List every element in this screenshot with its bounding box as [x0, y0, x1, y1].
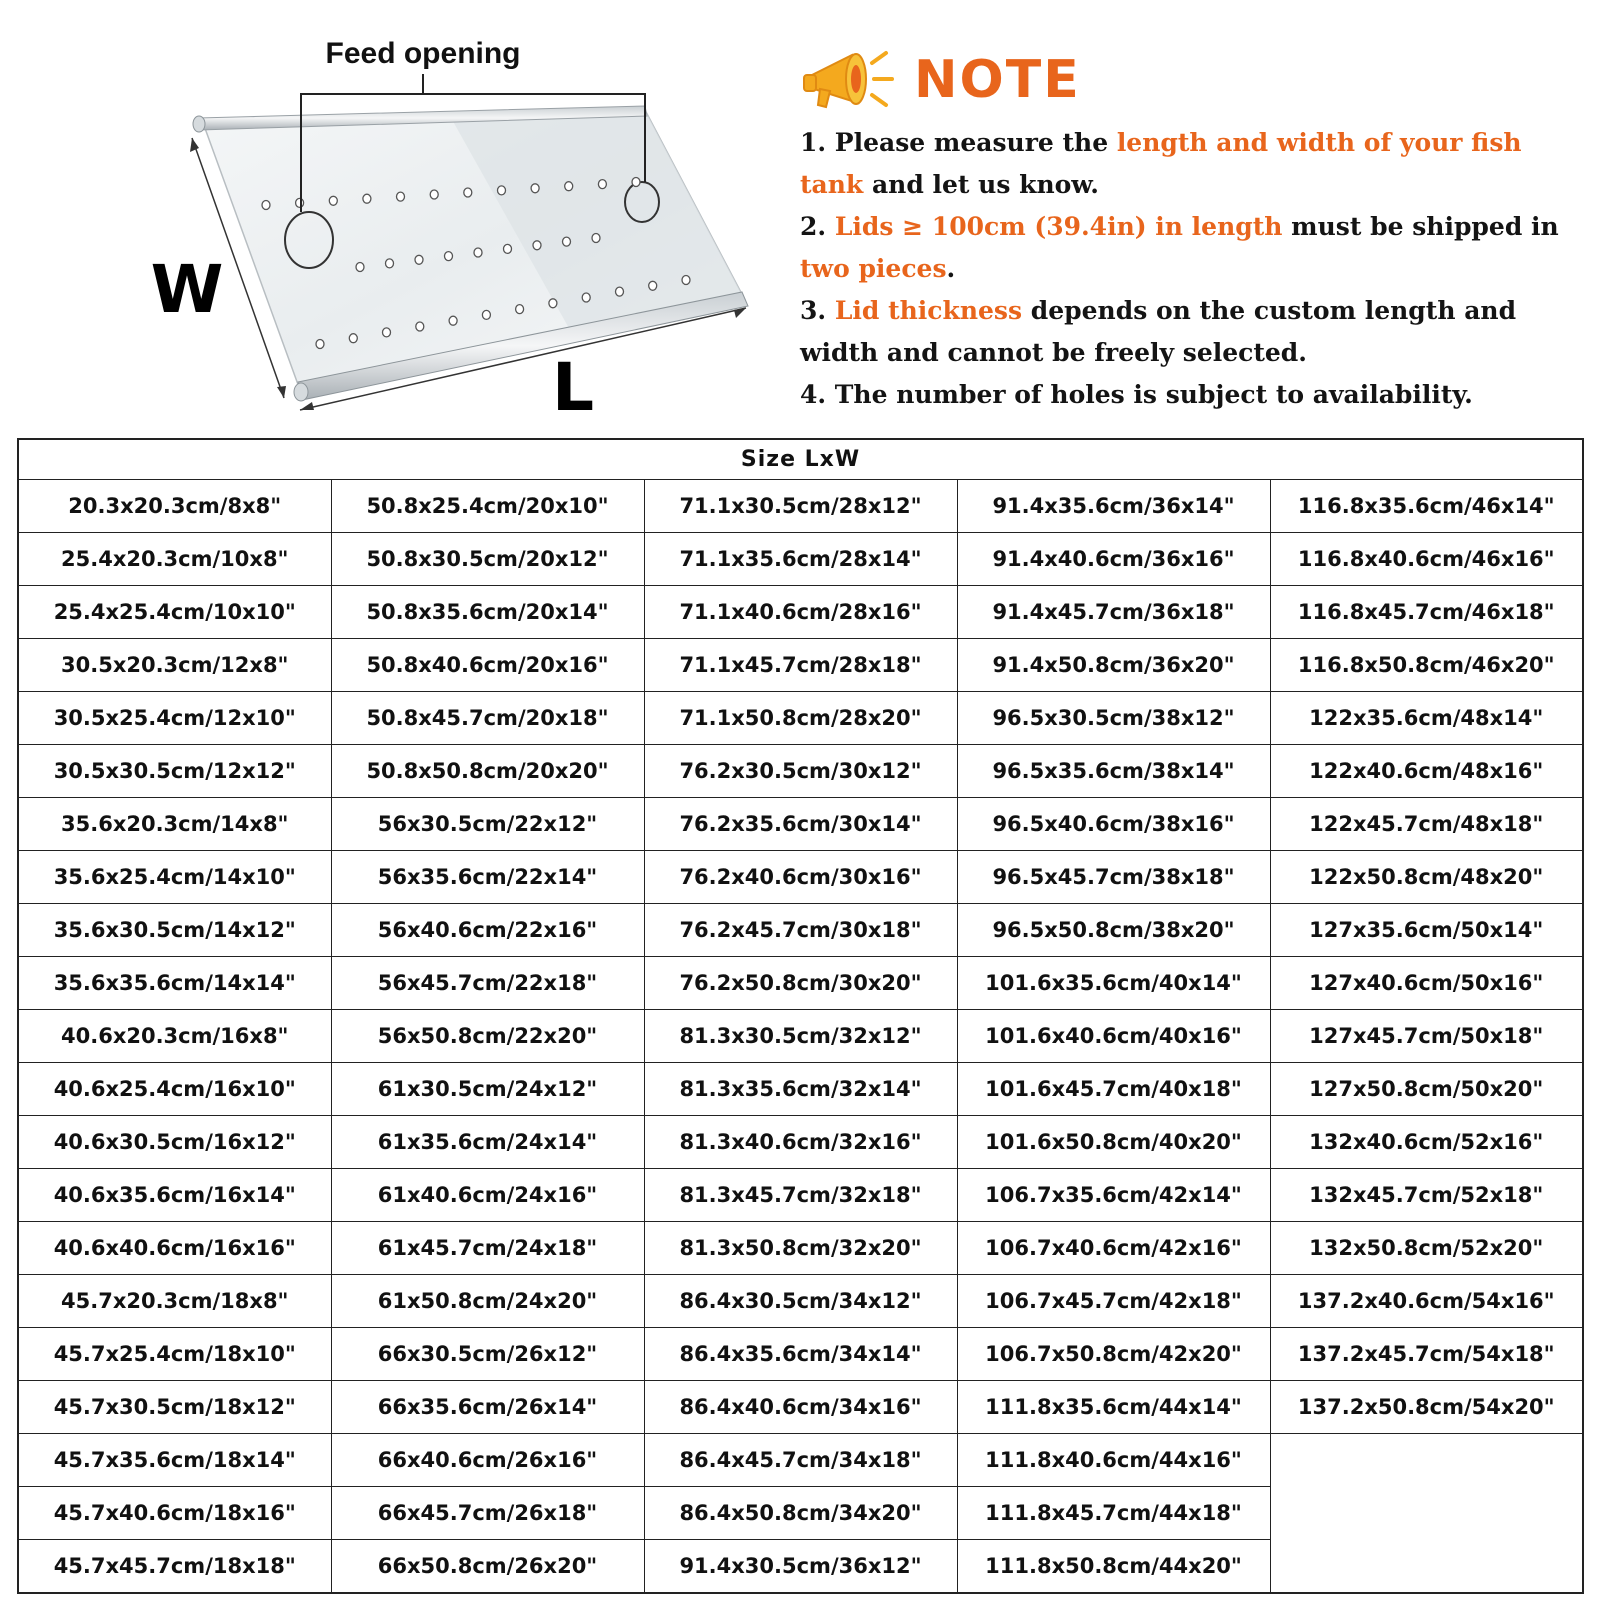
size-cell: 91.4x30.5cm/36x12": [644, 1540, 957, 1594]
size-cell: 66x50.8cm/26x20": [331, 1540, 644, 1594]
note-highlight: length and width of your fish tank: [800, 128, 1522, 199]
size-cell: 66x35.6cm/26x14": [331, 1381, 644, 1434]
rail-end-cap: [294, 383, 308, 401]
table-row: [18, 533, 1583, 586]
note-highlight: two pieces: [800, 254, 947, 283]
size-cell: 111.8x35.6cm/44x14": [957, 1381, 1270, 1434]
size-cell: 35.6x35.6cm/14x14": [18, 957, 331, 1010]
size-cell: 116.8x35.6cm/46x14": [1270, 480, 1583, 533]
feed-opening-label: Feed opening: [325, 37, 521, 70]
size-cell: 71.1x45.7cm/28x18": [644, 639, 957, 692]
size-cell: 45.7x45.7cm/18x18": [18, 1540, 331, 1594]
note-title: NOTE: [914, 50, 1081, 110]
size-cell: 50.8x45.7cm/20x18": [331, 692, 644, 745]
vent-hole: [563, 237, 571, 246]
width-label: W: [150, 251, 224, 328]
note-text: and let us know.: [863, 170, 1100, 199]
size-cell: 45.7x35.6cm/18x14": [18, 1434, 331, 1487]
size-cell: 111.8x45.7cm/44x18": [957, 1487, 1270, 1540]
size-cell: 50.8x35.6cm/20x14": [331, 586, 644, 639]
vent-hole: [416, 322, 424, 331]
size-cell: 106.7x45.7cm/42x18": [957, 1275, 1270, 1328]
lid-illustration: [150, 30, 770, 430]
vent-hole: [363, 194, 371, 203]
size-cell: 81.3x35.6cm/32x14": [644, 1063, 957, 1116]
size-cell: 91.4x35.6cm/36x14": [957, 480, 1270, 533]
vent-hole: [386, 259, 394, 268]
size-cell: 96.5x50.8cm/38x20": [957, 904, 1270, 957]
size-cell: 116.8x40.6cm/46x16": [1270, 533, 1583, 586]
length-arrow-left: [300, 402, 314, 410]
length-arrow-right: [734, 308, 746, 318]
table-row: [18, 1434, 1583, 1487]
table-row: [18, 1381, 1583, 1434]
size-cell: 91.4x45.7cm/36x18": [957, 586, 1270, 639]
vent-hole: [397, 192, 405, 201]
size-cell: 81.3x45.7cm/32x18": [644, 1169, 957, 1222]
size-cell: 96.5x40.6cm/38x16": [957, 798, 1270, 851]
table-row: [18, 1222, 1583, 1275]
size-cell: 132x45.7cm/52x18": [1270, 1169, 1583, 1222]
rail-end-cap: [193, 116, 205, 132]
table-row: [18, 904, 1583, 957]
size-cell: 56x40.6cm/22x16": [331, 904, 644, 957]
size-cell: 40.6x25.4cm/16x10": [18, 1063, 331, 1116]
vent-hole: [316, 340, 324, 349]
size-cell: 50.8x25.4cm/20x10": [331, 480, 644, 533]
size-cell: 122x35.6cm/48x14": [1270, 692, 1583, 745]
table-row: [18, 851, 1583, 904]
vent-hole: [383, 328, 391, 337]
size-cell: 40.6x30.5cm/16x12": [18, 1116, 331, 1169]
size-cell: 122x50.8cm/48x20": [1270, 851, 1583, 904]
table-row: [18, 480, 1583, 533]
note-text: 2.: [800, 212, 835, 241]
table-header: Size LxW: [18, 439, 1583, 480]
size-cell: 50.8x40.6cm/20x16": [331, 639, 644, 692]
vent-hole: [531, 184, 539, 193]
size-cell: 71.1x35.6cm/28x14": [644, 533, 957, 586]
size-cell: 66x30.5cm/26x12": [331, 1328, 644, 1381]
size-cell: 61x40.6cm/24x16": [331, 1169, 644, 1222]
size-cell: 81.3x40.6cm/32x16": [644, 1116, 957, 1169]
note-section: [800, 40, 1580, 416]
size-cell: 45.7x25.4cm/18x10": [18, 1328, 331, 1381]
size-cell: 40.6x40.6cm/16x16": [18, 1222, 331, 1275]
size-cell: 101.6x40.6cm/40x16": [957, 1010, 1270, 1063]
size-cell: 50.8x30.5cm/20x12": [331, 533, 644, 586]
table-header-row: [18, 439, 1583, 480]
size-cell: 111.8x40.6cm/44x16": [957, 1434, 1270, 1487]
width-arrow-top: [190, 138, 199, 152]
note-item: [800, 374, 1580, 416]
size-cell: 56x30.5cm/22x12": [331, 798, 644, 851]
note-list: [800, 122, 1580, 416]
size-cell: 86.4x50.8cm/34x20": [644, 1487, 957, 1540]
size-cell: 101.6x35.6cm/40x14": [957, 957, 1270, 1010]
note-text: .: [946, 254, 956, 283]
size-cell: 132x50.8cm/52x20": [1270, 1222, 1583, 1275]
vent-hole: [349, 334, 357, 343]
size-cell: 137.2x50.8cm/54x20": [1270, 1381, 1583, 1434]
empty-cell: [1270, 1434, 1583, 1594]
size-cell: 45.7x40.6cm/18x16": [18, 1487, 331, 1540]
size-cell: 96.5x35.6cm/38x14": [957, 745, 1270, 798]
vent-hole: [498, 186, 506, 195]
size-cell: 132x40.6cm/52x16": [1270, 1116, 1583, 1169]
size-cell: 35.6x25.4cm/14x10": [18, 851, 331, 904]
note-item: [800, 122, 1580, 206]
size-cell: 86.4x45.7cm/34x18": [644, 1434, 957, 1487]
size-cell: 81.3x50.8cm/32x20": [644, 1222, 957, 1275]
size-cell: 61x30.5cm/24x12": [331, 1063, 644, 1116]
size-cell: 91.4x50.8cm/36x20": [957, 639, 1270, 692]
vent-hole: [682, 276, 690, 285]
size-cell: 71.1x40.6cm/28x16": [644, 586, 957, 639]
note-highlight: Lid thickness: [834, 296, 1023, 325]
vent-hole: [415, 255, 423, 264]
size-cell: 71.1x30.5cm/28x12": [644, 480, 957, 533]
length-label: L: [551, 349, 595, 426]
note-text: 1. Please measure the: [800, 128, 1117, 157]
vent-hole: [474, 248, 482, 257]
vent-hole: [549, 299, 557, 308]
vent-hole: [482, 310, 490, 319]
table-row: [18, 1169, 1583, 1222]
megaphone-icon: [800, 45, 900, 115]
size-cell: 30.5x30.5cm/12x12": [18, 745, 331, 798]
vent-hole: [262, 201, 270, 210]
table-row: [18, 1328, 1583, 1381]
size-cell: 106.7x35.6cm/42x14": [957, 1169, 1270, 1222]
size-cell: 71.1x50.8cm/28x20": [644, 692, 957, 745]
vent-hole: [356, 263, 364, 272]
size-cell: 56x50.8cm/22x20": [331, 1010, 644, 1063]
size-cell: 50.8x50.8cm/20x20": [331, 745, 644, 798]
table-row: [18, 798, 1583, 851]
size-cell: 101.6x50.8cm/40x20": [957, 1116, 1270, 1169]
size-cell: 91.4x40.6cm/36x16": [957, 533, 1270, 586]
note-text: 4. The number of holes is subject to availability.: [800, 380, 1473, 409]
size-cell: 122x45.7cm/48x18": [1270, 798, 1583, 851]
size-cell: 106.7x40.6cm/42x16": [957, 1222, 1270, 1275]
size-cell: 56x35.6cm/22x14": [331, 851, 644, 904]
size-cell: 86.4x35.6cm/34x14": [644, 1328, 957, 1381]
size-cell: 40.6x20.3cm/16x8": [18, 1010, 331, 1063]
size-cell: 86.4x30.5cm/34x12": [644, 1275, 957, 1328]
vent-hole: [649, 281, 657, 290]
vent-hole: [632, 178, 640, 187]
vent-hole: [598, 180, 606, 189]
width-arrow-bottom: [277, 386, 286, 398]
table-row: [18, 1275, 1583, 1328]
size-cell: 25.4x20.3cm/10x8": [18, 533, 331, 586]
size-cell: 111.8x50.8cm/44x20": [957, 1540, 1270, 1594]
vent-hole: [329, 196, 337, 205]
note-text: 3.: [800, 296, 835, 325]
table-row: [18, 745, 1583, 798]
note-text: must be shipped in: [1282, 212, 1559, 241]
table-row: [18, 692, 1583, 745]
size-cell: 76.2x50.8cm/30x20": [644, 957, 957, 1010]
vent-hole: [616, 287, 624, 296]
vent-hole: [449, 316, 457, 325]
note-header: [800, 40, 1580, 120]
size-cell: 30.5x20.3cm/12x8": [18, 639, 331, 692]
table-row: [18, 1116, 1583, 1169]
size-cell: 116.8x50.8cm/46x20": [1270, 639, 1583, 692]
size-cell: 127x40.6cm/50x16": [1270, 957, 1583, 1010]
note-item: [800, 206, 1580, 290]
size-cell: 76.2x45.7cm/30x18": [644, 904, 957, 957]
vent-hole: [565, 182, 573, 191]
note-text: depends on the custom length and width and cannot be freely selected.: [800, 296, 1517, 367]
size-cell: 35.6x30.5cm/14x12": [18, 904, 331, 957]
vent-hole: [445, 252, 453, 261]
size-cell: 76.2x35.6cm/30x14": [644, 798, 957, 851]
size-cell: 81.3x30.5cm/32x12": [644, 1010, 957, 1063]
note-item: [800, 290, 1580, 374]
table-row: [18, 639, 1583, 692]
size-cell: 101.6x45.7cm/40x18": [957, 1063, 1270, 1116]
size-cell: 106.7x50.8cm/42x20": [957, 1328, 1270, 1381]
table-row: [18, 1063, 1583, 1116]
table-row: [18, 957, 1583, 1010]
size-cell: 25.4x25.4cm/10x10": [18, 586, 331, 639]
size-cell: 61x35.6cm/24x14": [331, 1116, 644, 1169]
size-cell: 122x40.6cm/48x16": [1270, 745, 1583, 798]
size-cell: 30.5x25.4cm/12x10": [18, 692, 331, 745]
size-cell: 127x35.6cm/50x14": [1270, 904, 1583, 957]
size-cell: 66x40.6cm/26x16": [331, 1434, 644, 1487]
size-cell: 96.5x30.5cm/38x12": [957, 692, 1270, 745]
vent-hole: [592, 234, 600, 243]
size-cell: 76.2x40.6cm/30x16": [644, 851, 957, 904]
size-cell: 66x45.7cm/26x18": [331, 1487, 644, 1540]
vent-hole: [516, 305, 524, 314]
size-cell: 61x50.8cm/24x20": [331, 1275, 644, 1328]
note-highlight: Lids ≥ 100cm (39.4in) in length: [834, 212, 1283, 241]
size-cell: 116.8x45.7cm/46x18": [1270, 586, 1583, 639]
size-cell: 45.7x30.5cm/18x12": [18, 1381, 331, 1434]
vent-hole: [430, 190, 438, 199]
size-cell: 56x45.7cm/22x18": [331, 957, 644, 1010]
size-cell: 35.6x20.3cm/14x8": [18, 798, 331, 851]
vent-hole: [464, 188, 472, 197]
size-table: [17, 438, 1584, 1594]
size-cell: 76.2x30.5cm/30x12": [644, 745, 957, 798]
vent-hole: [582, 293, 590, 302]
size-table-body: [18, 480, 1583, 1594]
size-cell: 86.4x40.6cm/34x16": [644, 1381, 957, 1434]
table-row: [18, 1010, 1583, 1063]
size-cell: 40.6x35.6cm/16x14": [18, 1169, 331, 1222]
size-cell: 96.5x45.7cm/38x18": [957, 851, 1270, 904]
table-row: [18, 586, 1583, 639]
vent-hole: [504, 244, 512, 253]
vent-hole: [296, 198, 304, 207]
size-cell: 20.3x20.3cm/8x8": [18, 480, 331, 533]
size-cell: 137.2x40.6cm/54x16": [1270, 1275, 1583, 1328]
size-cell: 127x45.7cm/50x18": [1270, 1010, 1583, 1063]
size-cell: 127x50.8cm/50x20": [1270, 1063, 1583, 1116]
vent-hole: [533, 241, 541, 250]
size-cell: 61x45.7cm/24x18": [331, 1222, 644, 1275]
size-cell: 45.7x20.3cm/18x8": [18, 1275, 331, 1328]
size-cell: 137.2x45.7cm/54x18": [1270, 1328, 1583, 1381]
